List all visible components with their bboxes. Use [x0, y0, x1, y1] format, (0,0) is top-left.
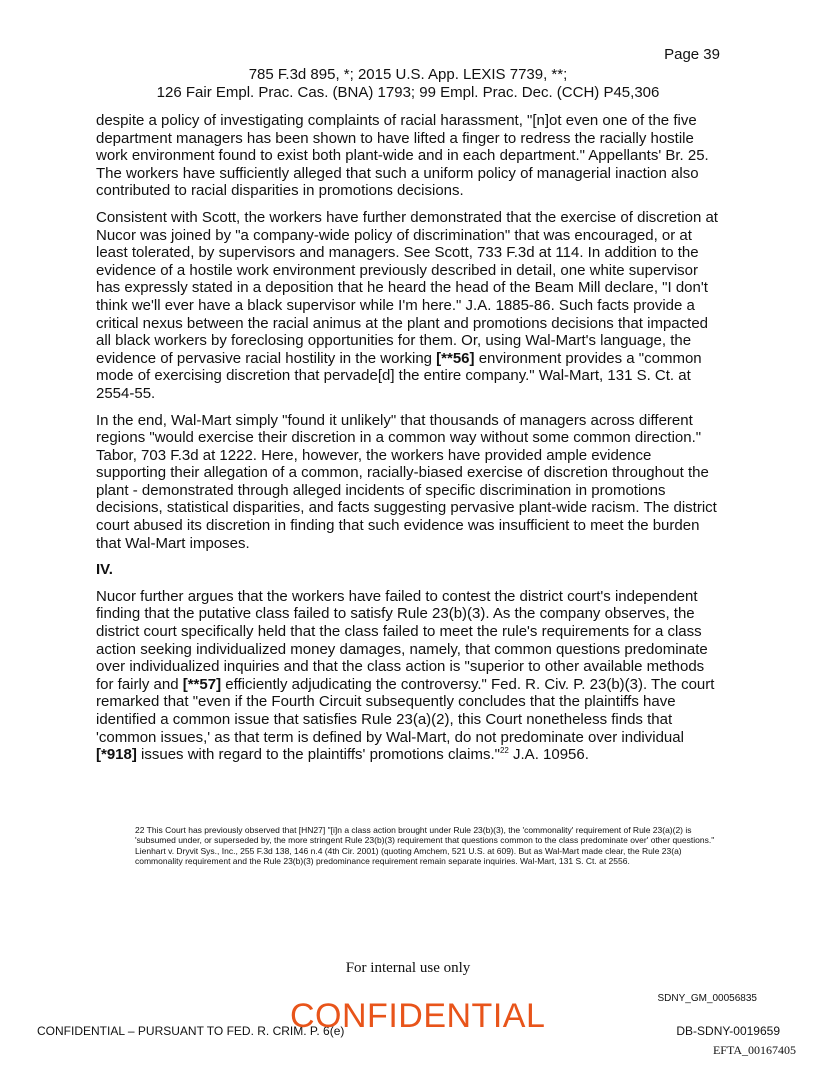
citation-line-1: 785 F.3d 895, *; 2015 U.S. App. LEXIS 7739, **;: [248, 66, 568, 83]
bates-number-db: DB-SDNY-0019659: [676, 1024, 780, 1038]
paragraph-4-part-d: J.A. 10956.: [513, 746, 589, 764]
section-heading: IV.: [96, 561, 113, 579]
paragraph-2-part-a: Consistent with Scott, the workers have further demonstrated that the exercise of discretion at Nucor was joined by "a company-wide policy of discrimination" that was encouraged, or at least tolerated, by supervisors and managers. See Scott, 733 F.3d at 114. In addition to the evidence of a hostile work environment previously described in detail, one white supervisor has expressly stated in a deposition that he heard the head of the Beam Mill declare, "I don't think we'll ever have a black supervisor while I'm here." J.A. 1885-86. Such facts provide a critical nexus between the racial animus at the plant and promotions decisions that impacted all black workers by foreclosing opportunities for them. Or, using Wal-Mart's language, the evidence of pervasive racial hostility in the working: [96, 208, 718, 367]
star-page-ref-918: [*918]: [96, 746, 137, 764]
page-number: Page 39: [664, 46, 720, 63]
footnote-marker-22[interactable]: 22: [499, 746, 509, 756]
paragraph-1: despite a policy of investigating complaints of racial harassment, "[n]ot even one of the five department managers has been shown to have lifted a finger to redress the racially hostile work environment found to exist both plant-wide and in each department." Appellants' Br. 25. The workers have sufficiently alleged that such a uniform policy of managerial inaction also contributed to racial disparities in promotions decisions.: [96, 112, 709, 200]
citation-line-2: 126 Fair Empl. Prac. Cas. (BNA) 1793; 99 Empl. Prac. Dec. (CCH) P45,306: [156, 84, 660, 101]
paragraph-4: [96, 588, 722, 764]
star-page-ref-56: [**56]: [436, 349, 475, 367]
paragraph-3: In the end, Wal-Mart simply "found it unlikely" that thousands of managers across different regions "would exercise their discretion in a common way without some common direction." Tabor, 703 F.3d at 1222. Here, however, the workers have provided ample evidence supporting their allegation of a common, racially-biased exercise of discretion throughout the plant - demonstrated through alleged incidents of specific discrimination in promotions decisions, statistical disparities, and facts suggesting pervasive plant-wide racism. The district court abused its discretion in finding that such evidence was insufficient to meet the burden that Wal-Mart imposes.: [96, 411, 717, 552]
confidential-notice: CONFIDENTIAL – PURSUANT TO FED. R. CRIM. P. 6(e): [37, 1024, 345, 1038]
footnote-22: 22 This Court has previously observed that [HN27] "[i]n a class action brought under Rule 23(b)(3), the 'commonality' requirement of Rule 23(a)(2) is 'subsumed under, or superseded by, the more stringent Rule 23(b)(3) requirement that questions common to the class predominate over' other questions." Lienhart v. Dryvit Sys., Inc., 255 F.3d 138, 146 n.4 (4th Cir. 2001) (quoting Amchem, 521 U.S. at 609). But as Wal-Mart made clear, the Rule 23(a) commonality requirement and the Rule 23(b)(3) predominance requirement remain separate inquiries. Wal-Mart, 131 S. Ct. at 2556.: [135, 825, 715, 866]
internal-use-notice: For internal use only: [345, 960, 471, 976]
paragraph-4-part-c: issues with regard to the plaintiffs' promotions claims.": [141, 746, 500, 764]
bates-number-gm: SDNY_GM_00056835: [657, 993, 757, 1004]
paragraph-2-part-b: environment provides a "common mode of exercising discretion that pervade[d] the entire company." Wal-Mart, 131 S. Ct. at 2554-55.: [96, 349, 702, 402]
paragraph-2: [96, 209, 722, 403]
paragraph-4-part-b: efficiently adjudicating the controversy." Fed. R. Civ. P. 23(b)(3). The court remarked that "even if the Fourth Circuit subsequently concludes that the plaintiffs have identified a common issue that satisfies Rule 23(a)(2), this Court nonetheless finds that 'common issues,' as that term is defined by Wal-Mart, do not predominate over individual: [96, 675, 715, 746]
efta-number: EFTA_00167405: [712, 1043, 796, 1057]
confidential-stamp: CONFIDENTIAL: [290, 997, 546, 1035]
opinion-body: [96, 112, 722, 773]
star-page-ref-57: [**57]: [182, 675, 222, 693]
paragraph-4-part-a: Nucor further argues that the workers have failed to contest the district court's independent finding that the putative class failed to satisfy Rule 23(b)(3). As the company observes, the district court specifically held that the class failed to meet the rule's requirements for a class action seeking individualized money damages, namely, that common questions predominate over individualized inquiries and that the class action is "superior to other available methods for fairly and: [96, 587, 708, 693]
